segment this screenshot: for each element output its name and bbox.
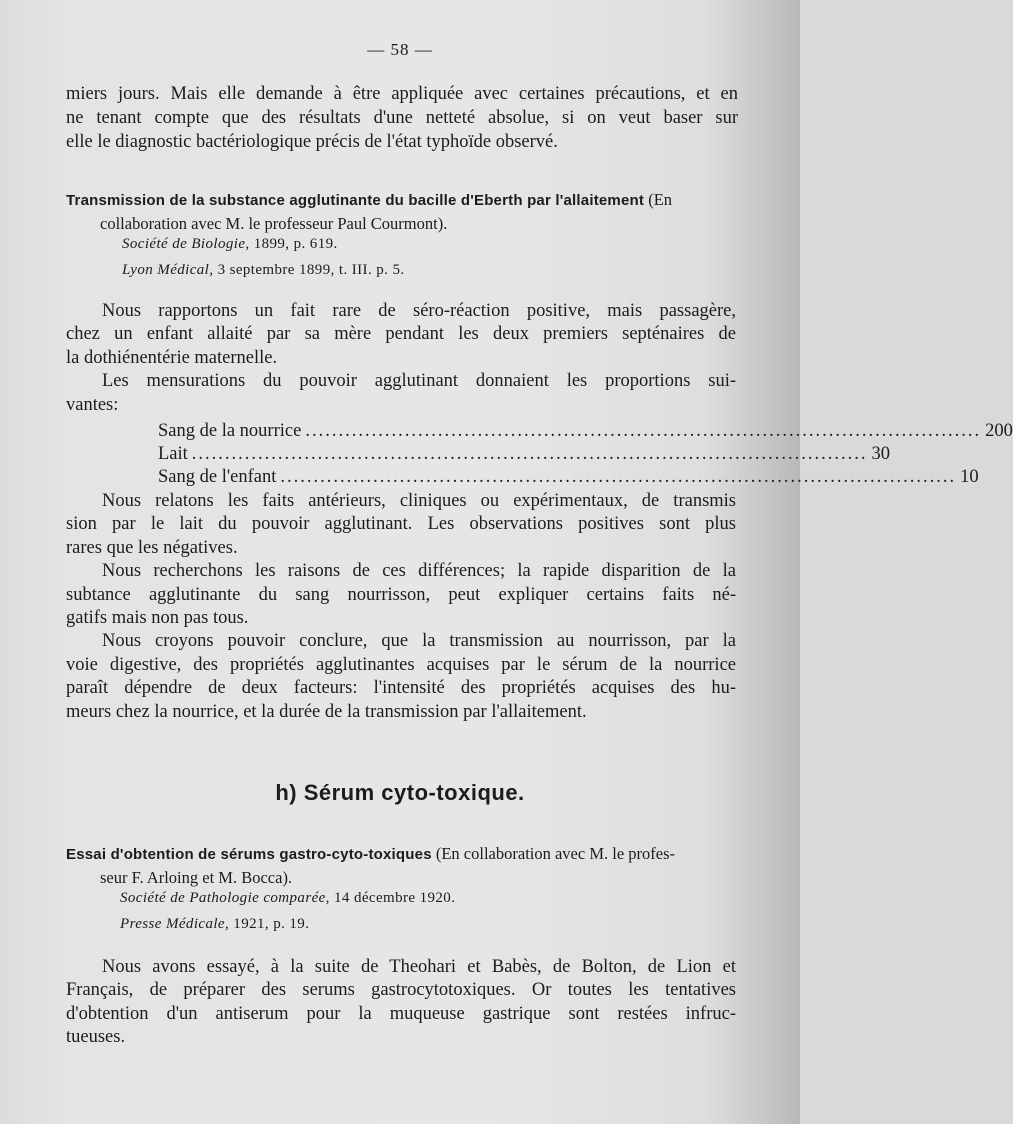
text-line: elle le diagnostic bactériologique précis de l'état typhoïde observé. [66,132,558,152]
reference-title-continuation: collaboration avec M. le professeur Paul Courmont). [100,214,448,233]
text-line: voie digestive, des propriétés agglutinantes acquises par le sérum de la nourrice [66,654,736,675]
citation-details: 14 décembre 1920. [334,890,456,906]
intro-paragraph [66,82,738,154]
reference-title-rest: (En [648,190,673,209]
text-line: Français, de préparer des serums gastrocytotoxiques. Or toutes les tentatives [66,980,736,1001]
body-paragraph-3 [66,956,736,1050]
table-label: Sang de l'enfant [158,467,277,487]
text-line: Nous avons essayé, à la suite de Theohari et Babès, de Bolton, de Lion et [102,957,736,977]
text-line: miers jours. Mais elle demande à être appliquée avec certaines précautions, et en [66,84,738,104]
section-heading: h) Sérum cyto-toxique. [275,780,525,805]
text-line: Nous recherchons les raisons de ces différences; la rapide disparition de la [102,561,736,582]
text-line: la dothiénentérie maternelle. [66,347,278,368]
text-line: subtance agglutinante du sang nourrisson, peut expliquer certains faits né- [66,584,736,605]
text-line: gatifs mais non pas tous. [66,608,249,629]
body-paragraph-1 [66,300,736,417]
table-value: 200 [985,421,1013,441]
citation-line [120,916,309,933]
citation-journal: Société de Pathologie comparée, [120,890,330,906]
reference-title-1 [66,188,756,235]
text-line: chez un enfant allaité par sa mère pendant les deux premiers septénaires de [66,324,736,345]
citation-journal: Société de Biologie, [122,236,250,252]
body-paragraph-2 [66,490,736,724]
table-label: Lait [158,444,188,464]
table-row: Sang de l'enfant ...................................................................................................... 10 [158,467,979,487]
text-line: rares que les négatives. [66,537,238,558]
text-line: Nous croyons pouvoir conclure, que la transmission au nourrisson, par la [102,631,736,652]
text-line: tueuses. [66,1027,126,1048]
text-line: sion par le lait du pouvoir agglutinant. Les observations positives sont plus [66,514,736,535]
citation-journal: Lyon Médical, [122,262,214,278]
table-row: Lait ...................................................................................................... 30 [158,444,891,464]
reference-title-bold: Transmission de la substance agglutinante du bacille d'Eberth par l'allaitement [66,192,645,209]
reference-title-rest: (En collaboration avec M. le profes- [435,844,676,863]
reference-title-bold: Essai d'obtention de sérums gastro-cyto-toxiques [66,846,432,863]
citation-details: 1921, p. 19. [233,916,310,932]
text-line: Les mensurations du pouvoir agglutinant donnaient les proportions sui- [102,371,736,392]
text-line: meurs chez la nourrice, et la durée de la transmission par l'allaitement. [66,701,587,722]
reference-title-2 [66,842,756,889]
page-number: — 58 — [367,40,433,59]
citation-details: 1899, p. 619. [253,236,338,252]
table-value: 10 [960,467,979,487]
measurements-table [158,420,1013,489]
text-line: ne tenant compte que des résultats d'une netteté absolue, si on veut baser sur [66,108,738,128]
citation-line [120,890,455,907]
text-line: vantes: [66,394,119,415]
reference-title-continuation: seur F. Arloing et M. Bocca). [100,868,293,887]
table-label: Sang de la nourrice [158,421,302,441]
citation-line [122,262,405,279]
citation-details: 3 septembre 1899, t. III. p. 5. [217,262,405,278]
citation-line [122,236,338,253]
text-line: Nous relatons les faits antérieurs, cliniques ou expérimentaux, de transmis [102,491,736,511]
text-line: Nous rapportons un fait rare de séro-réaction positive, mais passagère, [102,301,736,321]
table-value: 30 [871,444,891,464]
table-row: Sang de la nourrice ...................................................................................................... 200 [158,421,1013,441]
citation-journal: Presse Médicale, [120,916,230,932]
text-line: paraît dépendre de deux facteurs: l'intensité des propriétés acquises des hu- [66,678,736,699]
text-line: d'obtention d'un antiserum pour la muqueuse gastrique sont restées infruc- [66,1003,736,1024]
